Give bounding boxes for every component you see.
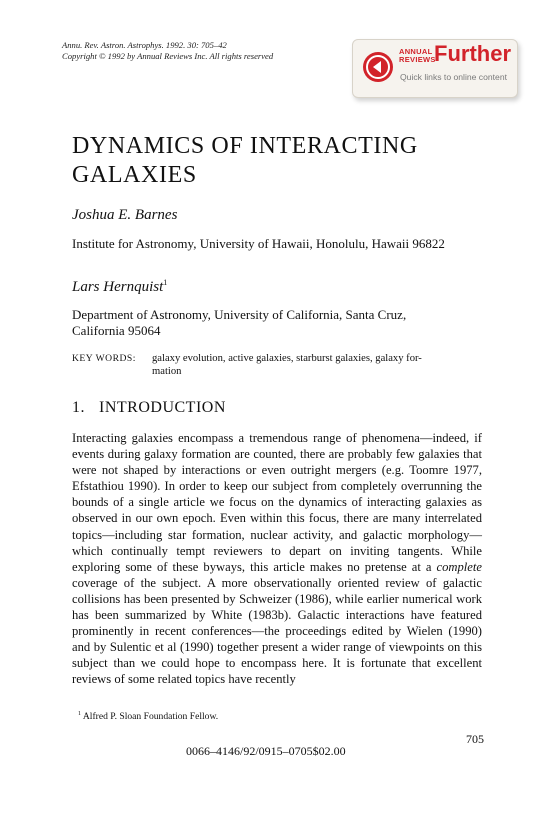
badge-further-label: Further bbox=[434, 41, 511, 66]
author-affiliation: Institute for Astronomy, University of Hawaii, Honolulu, Hawaii 96822 bbox=[72, 236, 445, 251]
footnote-mark: 1 bbox=[78, 711, 81, 717]
author-name: Lars Hernquist$^1$ bbox=[72, 278, 168, 295]
article-title: DYNAMICS OF INTERACTING GALAXIES bbox=[72, 133, 418, 188]
journal-line-2: Copyright © 1992 by Annual Reviews Inc. All rights reserved bbox=[62, 51, 274, 61]
section-title: INTRODUCTION bbox=[99, 399, 226, 416]
badge-annual-reviews-label: ANNUAL REVIEWS bbox=[399, 47, 436, 64]
footnote-marker: 1 bbox=[163, 278, 168, 287]
author-affiliation: Department of Astronomy, University of California, Santa Cruz, California 95064 bbox=[72, 307, 407, 338]
footnote: $^1$ Alfred P. Sloan Foundation Fellow. bbox=[78, 711, 219, 723]
section-number: 1. bbox=[72, 399, 85, 416]
section-heading bbox=[72, 399, 226, 417]
body-paragraph: Interacting galaxies encompass a tremendous range of phenomena—indeed, if events during galaxy formation are counted, there are probably few galaxies that were not shaped by interactions or even outright mergers (e.g. Toomre 1977, Efstathiou 1990). In order to keep our subject from completely overrunning the bounds of a single article we focus on the dynamics of interacting galaxies as observed in our own epoch. Even within this focus, there are many interrelated topics—including star formation, nuclear activity, and galactic morphology—which continually tempt reviewers to depart on inviting tangents. While exploring some of these byways, this article makes no pretense at a complete coverage of the subject. A more observationally oriented review of galactic collisions has been presented by Schweizer (1986), while earlier numerical work has been summarized by White (1983b). Galactic interactions have featured prominently in recent conferences—the proceedings edited by Wielen (1990) and by Sulentic et al (1990) together present a wider range of viewpoints on this subject than we could hope to encompass here. It is fortunate that excellent reviews of some related topics have recently bbox=[72, 431, 482, 687]
journal-citation bbox=[62, 40, 273, 62]
author-name: Joshua E. Barnes bbox=[72, 207, 178, 223]
key-words-list: galaxy evolution, active galaxies, starburst galaxies, galaxy for- mation bbox=[152, 353, 422, 377]
page-number: 705 bbox=[466, 732, 484, 746]
badge-tagline: Quick links to online content bbox=[400, 72, 508, 82]
back-arrow-icon bbox=[363, 52, 393, 82]
key-words-label: KEY WORDS: bbox=[72, 353, 136, 364]
emphasis: complete bbox=[436, 559, 482, 574]
annual-reviews-further-badge[interactable] bbox=[352, 39, 518, 98]
journal-line-1: Annu. Rev. Astron. Astrophys. 1992. 30: 705–42 bbox=[62, 40, 227, 50]
article-code: 0066–4146/92/0915–0705$02.00 bbox=[186, 744, 346, 758]
